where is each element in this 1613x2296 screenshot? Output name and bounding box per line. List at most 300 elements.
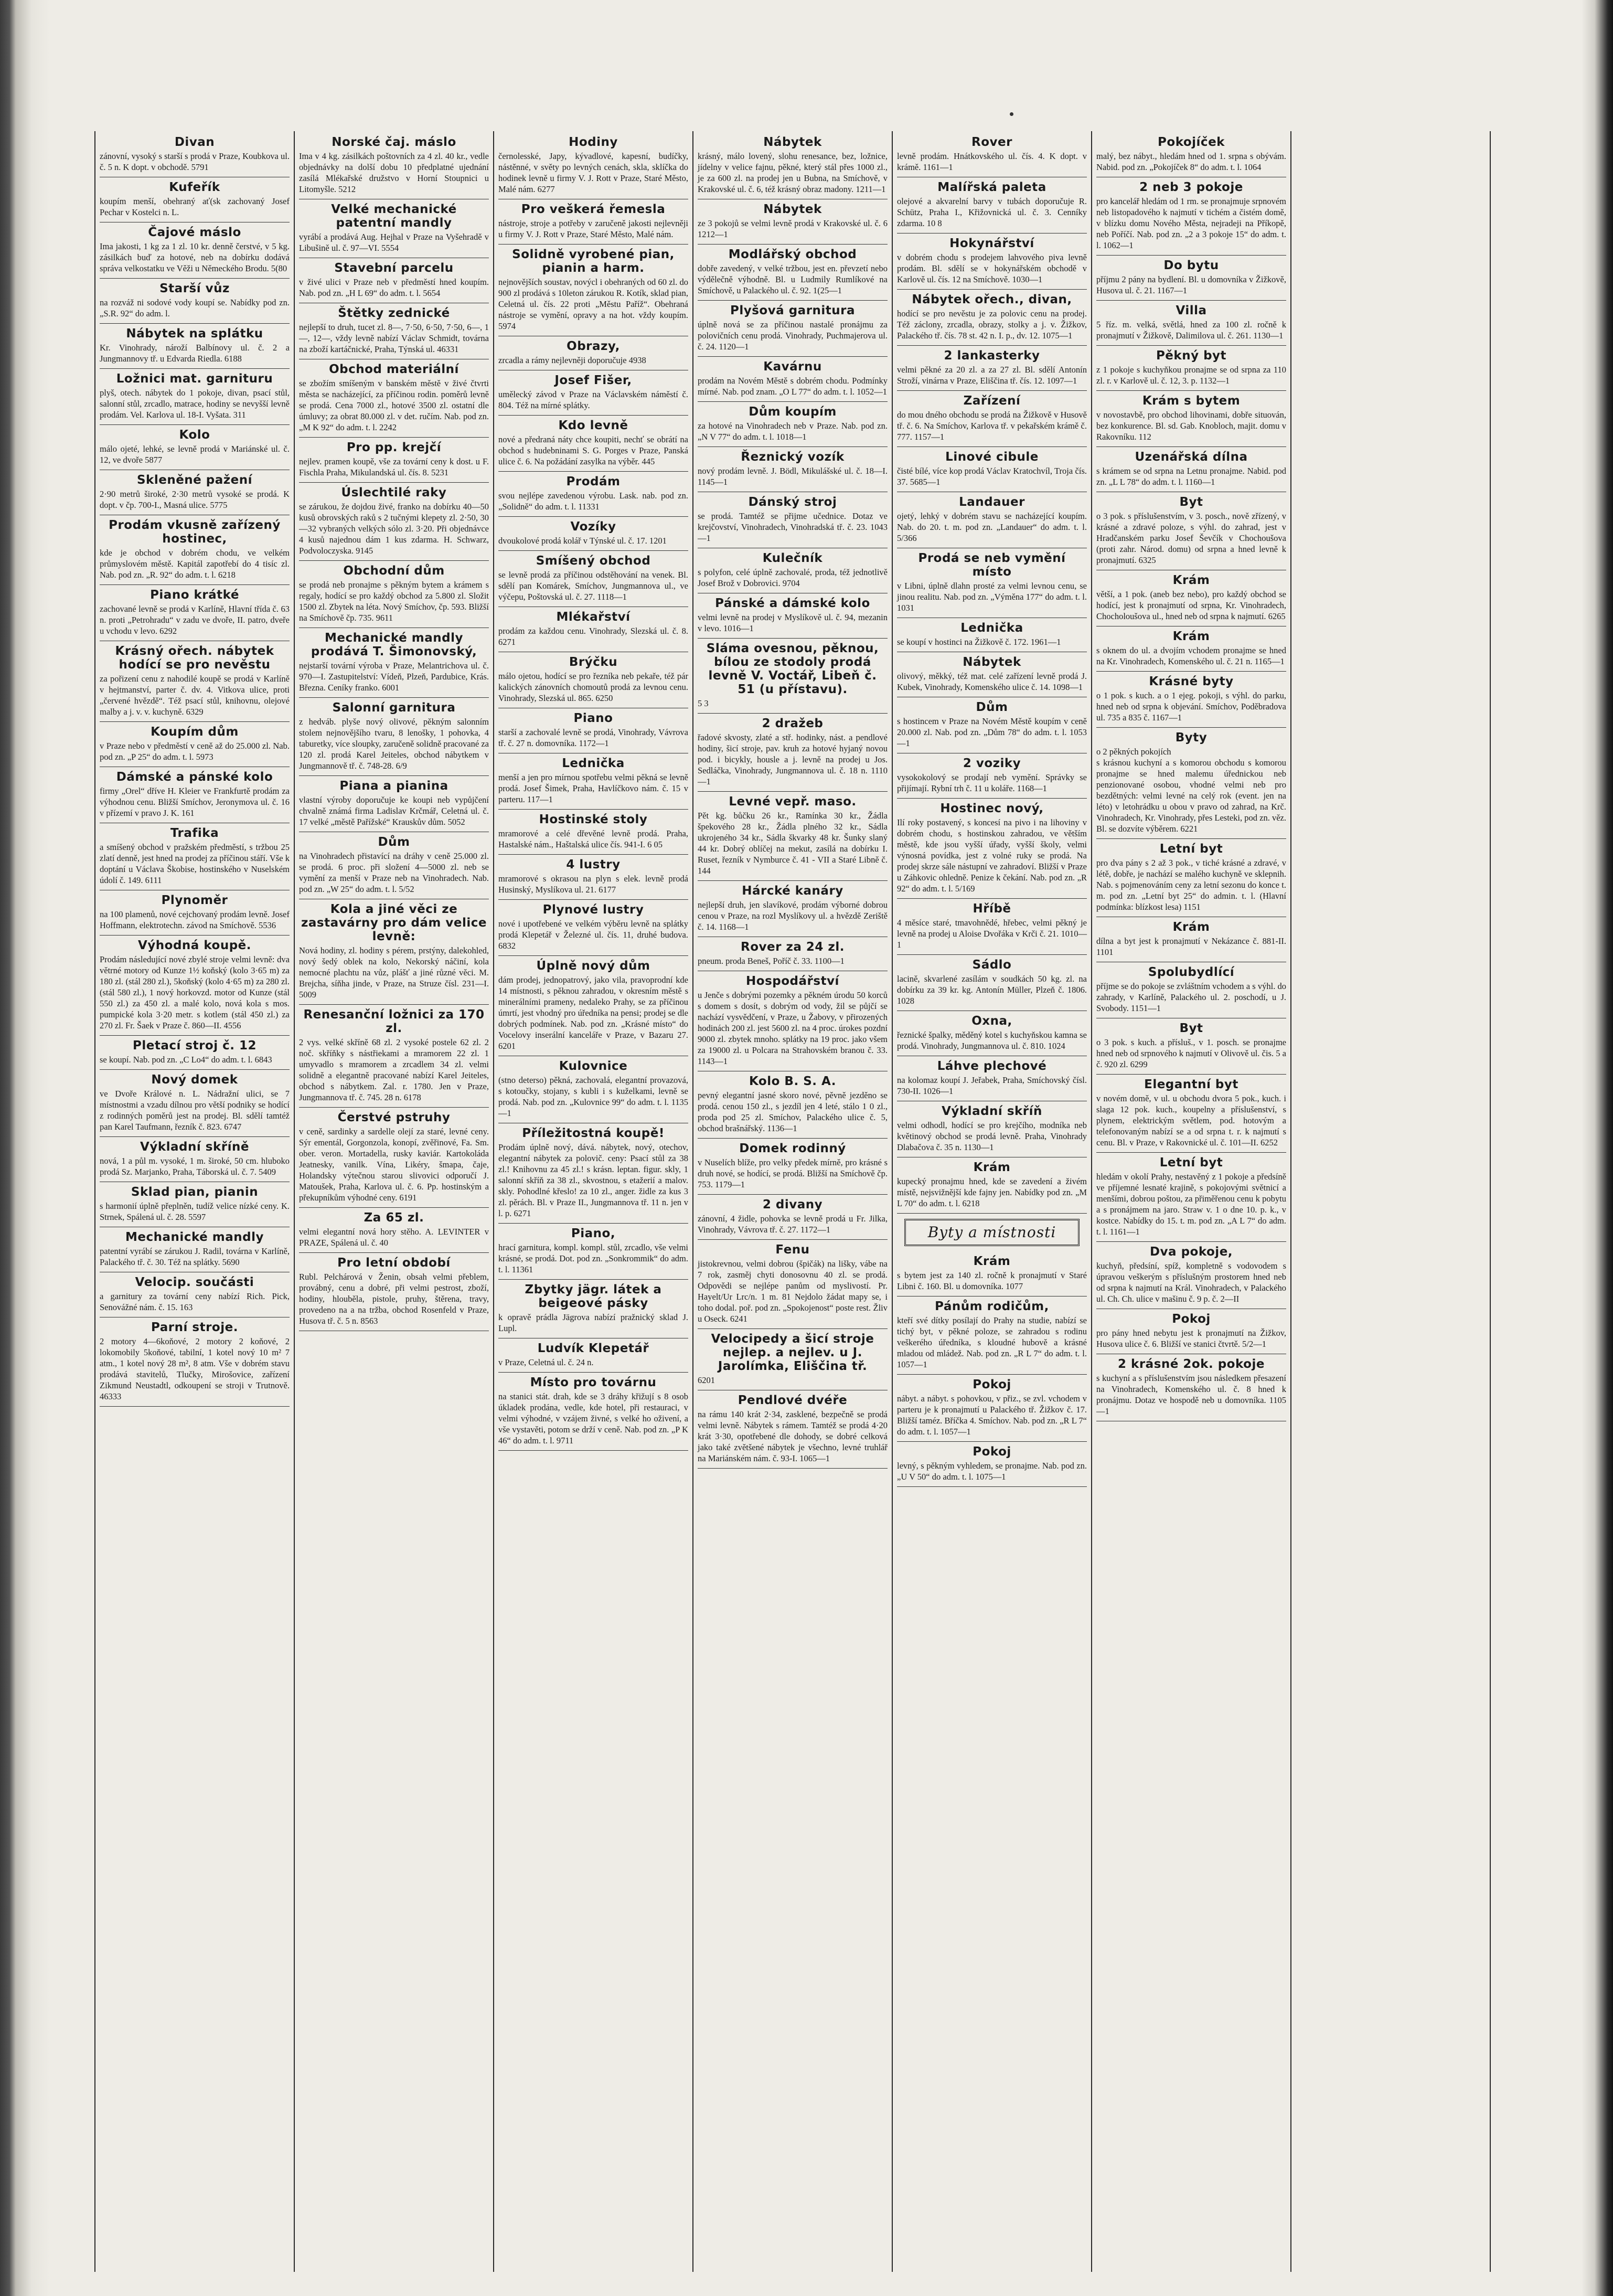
ad-heading: Piano krátké bbox=[150, 588, 239, 602]
ad-heading: Za 65 zl. bbox=[364, 1211, 424, 1225]
ad-heading: 2 lankasterky bbox=[944, 349, 1040, 363]
ad-text: dílna a byt jest k pronajmutí v Nekázance č. 881-II. 1101 bbox=[1096, 936, 1286, 957]
classified-ad bbox=[498, 336, 688, 370]
ad-heading: Nový domek bbox=[151, 1073, 238, 1087]
ad-text: ojetý, lehký v dobrém stavu se nacházející koupím. Nab. do 20. t. m. pod zn. „Landauer“ do adm. t. l. 5/366 bbox=[897, 511, 1087, 543]
ad-heading: Levné vepř. maso. bbox=[729, 795, 857, 809]
ad-text: svou nejlépe zavedenou výrobu. Lask. nab. pod zn. „Solidně“ do adm. t. l. 11331 bbox=[498, 491, 688, 512]
ad-text: levně prodám. Hnátkovského ul. čís. 4. K dopt. v krámě. 1161—1 bbox=[897, 151, 1087, 172]
ad-heading: Kolo bbox=[179, 428, 210, 442]
ad-heading: Krám bbox=[1172, 573, 1210, 587]
ad-text: s kuchyní a s příslušenstvím jsou následkem přesazení na Vinohradech, Komenského ul. č. 8 hned k pronájmu. Dotaz ve hospodě neb u domovníka. 1105—1 bbox=[1096, 1373, 1286, 1416]
classified-ad bbox=[1096, 301, 1286, 346]
column-4 bbox=[693, 131, 893, 2272]
classified-ad bbox=[897, 1442, 1087, 1487]
ad-text: olejové a akvarelní barvy v tubách doporučuje R. Schütz, Praha I., Křižovnická ul. č. 3. Cenníky zdarma. 10 8 bbox=[897, 196, 1087, 228]
ad-text: zrcadla a rámy nejlevněji doporučuje 4938 bbox=[498, 355, 646, 365]
classified-ad bbox=[299, 258, 489, 303]
ad-heading: Dánský stroj bbox=[748, 495, 837, 509]
classified-ad bbox=[897, 177, 1087, 233]
ad-text: nové i upotřebené ve velkém výběru levně na splátky prodá Klepetář v Železné ul. čís. 11, druhé budova. 6832 bbox=[498, 919, 688, 951]
classified-ad bbox=[498, 1123, 688, 1224]
ad-heading: Pro veškerá řemesla bbox=[521, 203, 666, 216]
ad-heading: 2 voziky bbox=[963, 757, 1021, 770]
classified-ad bbox=[1096, 132, 1286, 177]
ad-text: s polyfon, celé úplně zachovalé, proda, též jednotlivě Josef Brož v Dobrovici. 9704 bbox=[698, 567, 888, 588]
ad-heading: Úplně nový dům bbox=[536, 959, 650, 973]
ad-text: vyrábí a prodává Aug. Hejhal v Praze na Vyšehradě v Libušině ul. č. 97—VI. 5554 bbox=[299, 232, 489, 253]
ad-text: v Praze nebo v předměstí v ceně až do 25.000 zl. Nab. pod zn. „P 25“ do adm. t. l. 5973 bbox=[100, 741, 290, 762]
ad-text: jistokrevnou, velmi dobrou (špičák) na lišky, vábe na 7 rok, zasměj chyti donosovnu 40 zl. se prodá. Odpovědi se nejlépe panům od myslivostí. Pr. Hayelt/Ur Lrc/n. 1 m. 81 Nejdolo žádat mapy se, i toho dodal. poř. pod zn. „Spokojenost“ poste rest. Žliv u Oseck. 6241 bbox=[698, 1259, 888, 1324]
classified-ad bbox=[100, 132, 290, 177]
ad-text: o 3 pok. s příslušenstvím, v 3. posch., nově zřízený, v krásné a zdravé poloze, s výhl. do zahrad, jest v Hradčanském parku Josef Ševčík v Chochoušova (proti zahr. Národ. domu) od srpna a hned levně k pronajmutí. 6325 bbox=[1096, 511, 1286, 565]
classified-ad bbox=[897, 1296, 1087, 1375]
classified-ad bbox=[1096, 1018, 1286, 1075]
ad-heading: Prodá se neb vymění místo bbox=[918, 551, 1066, 579]
ad-heading: Obrazy, bbox=[567, 339, 620, 353]
classified-ad bbox=[498, 416, 688, 472]
classified-ad bbox=[698, 492, 888, 548]
classified-ad bbox=[498, 607, 688, 652]
ad-text: v novostavbě, pro obchod lihovinami, dobře situován, bez konkurence. Bl. sd. Gab. Knobloch, majit. domu v Rakovníku. 112 bbox=[1096, 410, 1286, 442]
ad-heading: Hostinské stoly bbox=[539, 813, 648, 826]
ad-heading: Prodám vkusně zařízený hostinec, bbox=[109, 518, 281, 546]
ad-text: krásný, málo lovený, slohu renesance, bez, ložnice, jídelny v velice fajnu, pěkné, který stál přes 1000 zl., je za 600 zl. na prodej jen u Bubna, na Smíchově, v Krakovské ul. č. 6, též krásný obraz madony. 1211—1 bbox=[698, 151, 888, 194]
classified-ad bbox=[897, 1011, 1087, 1056]
column-6 bbox=[1092, 131, 1291, 2272]
ad-heading: Koupím dům bbox=[151, 725, 239, 739]
classified-ad bbox=[897, 753, 1087, 799]
ad-heading: Solidně vyrobené pian, pianin a harm. bbox=[512, 248, 675, 275]
classified-ad bbox=[1096, 1075, 1286, 1153]
classified-ad bbox=[897, 1157, 1087, 1214]
classified-ad bbox=[100, 1137, 290, 1182]
classified-ad bbox=[299, 132, 489, 199]
ad-text: z 1 pokoje s kuchyňkou pronajme se od srpna za 110 zl. r. v Karlově ul. č. 12, 3. p. 1132—1 bbox=[1096, 365, 1286, 386]
classified-ad bbox=[698, 714, 888, 792]
ad-text: dám prodej, jednopatrový, jako vila, pravoprodní kde 14 místnosti, s pěknou zahradou, v okresním městě s minerálními prameny, nedaleko Prahy, se za příčinou úmrtí, jest vhodný pro úředníka na pensi; prodej se dle dobrých podmínek. Nab. pod zn. „Krásné místo“ do Vocelovy inserální kanceláře v Praze, v Bazaru 27. 6201 bbox=[498, 975, 688, 1051]
ad-text: velmi pěkné za 20 zl. a za 27 zl. Bl. sdělí Antonín Stroží, vinárna v Praze, Eliščina tř. čís. 12. 1097—1 bbox=[897, 365, 1087, 386]
ad-heading: Malířská paleta bbox=[937, 180, 1046, 194]
classified-ad bbox=[100, 1070, 290, 1137]
ad-text: starší a zachovalé levně se prodá, Vinohrady, Vávrova tř. č. 27 n. domovníka. 1172—1 bbox=[498, 727, 688, 748]
ad-text: řadové skvosty, zlaté a stř. hodinky, nást. a pendlové hodiny, šicí stroje, pav. kruh za hotové hyjaný novou pod. i bicykly, housle a j. levně na prodej u Jos. Sedláčka, Vinohrady, Jungmannova ul. č. 18 n. 1110—1 bbox=[698, 732, 888, 786]
column-2 bbox=[295, 131, 494, 2272]
classified-ad bbox=[498, 1280, 688, 1338]
ad-heading: Divan bbox=[174, 135, 215, 149]
ad-heading: Vozíky bbox=[570, 520, 616, 534]
classified-ad bbox=[698, 1329, 888, 1390]
classified-ad bbox=[498, 132, 688, 199]
ad-text: v Praze, Celetná ul. č. 24 n. bbox=[498, 1357, 594, 1367]
ad-heading: Krám bbox=[973, 1161, 1011, 1174]
ad-heading: Norské čaj. máslo bbox=[332, 135, 456, 149]
ad-heading: Smíšený obchod bbox=[536, 554, 651, 568]
classified-ad bbox=[100, 425, 290, 470]
ad-text: na Vinohradech přistavící na dráhy v ceně 25.000 zl. se prodá. 6 proc. při složení 4—5000 zl. neb se vymění za menší v Praze neb na Vinohradech. Nab. pod zn. „W 25“ do adm. t. l. 5/52 bbox=[299, 851, 489, 894]
classified-ad bbox=[698, 447, 888, 492]
ad-heading: Krám bbox=[1172, 920, 1210, 934]
ad-text: pevný elegantní jasné skoro nové, pěvně jezděno se prodá. cenou 150 zl., s jezdíl jen 4 leté, stálo 1 0 zl., proda pod 25 zl. Smíchov, Palackého ulice č. 5, obchod brašnářský. 1136—1 bbox=[698, 1090, 888, 1133]
ad-text: menší a jen pro mírnou spotřebu velmi pěkná se levně prodá. Josef Šimek, Praha, Havlíčkovo nám. č. 15 v parteru. 117—1 bbox=[498, 772, 688, 804]
ad-heading: Krám s bytem bbox=[1142, 394, 1241, 408]
ad-text: pneum. proda Beneš, Poříč č. 33. 1100—1 bbox=[698, 956, 845, 966]
right-scan-edge bbox=[1582, 0, 1613, 2296]
ad-heading: Pokojíček bbox=[1158, 135, 1225, 149]
ad-heading: Piana a pianina bbox=[339, 779, 448, 793]
ad-heading: Byt bbox=[1179, 495, 1203, 509]
classified-ad bbox=[698, 245, 888, 301]
ad-text: na rozváž ni sodové vody koupí se. Nabídky pod zn. „S.R. 92“ do adm. l. bbox=[100, 297, 290, 318]
ad-heading: 2 krásné 2ok. pokoje bbox=[1118, 1357, 1265, 1371]
ad-text: nejlev. pramen koupě, vše za tovární ceny k dost. u F. Fischla Praha, Mikulandská ul. čís. 8. 5231 bbox=[299, 456, 489, 477]
ad-heading: Piano, bbox=[571, 1227, 616, 1240]
classified-ad bbox=[100, 1182, 290, 1227]
classified-ad bbox=[100, 1317, 290, 1407]
ad-heading: Velké mechanické patentní mandly bbox=[331, 203, 457, 230]
ad-text: o 1 pok. s kuch. a o 1 ejeg. pokoji, s výhl. do parku, hned neb od srpna k objevání. Smíchov, Poděbradova ul. 735 a 835 č. 1167—1 bbox=[1096, 690, 1286, 722]
ad-heading: Čajové máslo bbox=[148, 226, 241, 239]
ad-heading: Ludvík Klepetář bbox=[537, 1342, 649, 1355]
ad-text: umělecký závod v Praze na Václavském náměstí č. 804. Též na mírné splátky. bbox=[498, 389, 688, 410]
classified-ad bbox=[1096, 346, 1286, 391]
ad-text: z hedváb. plyše nový olivové, pěkným salonním stolem nejnovějšího tvaru, 8 lenošky, 1 pohovka, 4 taburetky, více sloupky, zaručeně solidně pracované za 120 zl. prodá Karel Jeiteles, obchod nábytkem v Jungmannově tř. č. 748-28. 6/9 bbox=[299, 717, 489, 771]
ad-heading: Výkladní skříň bbox=[942, 1104, 1042, 1118]
ad-heading: Kdo levně bbox=[558, 419, 628, 432]
ad-text: Prodám úplně nový, dává. nábytek, nový, otechov, elegantní nábytek za polovič. ceny: Psací stůl za 38 zl.! Knihovnu za 45 zl.! s krásn. leptan. figur. skly, 1 salonní skříň za 38 zl., skvostnou, s etažerií a malov. skly. Pohodlné křeslo! za 10 zl., anger. židle za kus 3 zl. pěrách. Bl. v Praze II., Jungmannova tř. 11 n. jen v l. p. 6271 bbox=[498, 1142, 688, 1218]
classified-ad bbox=[100, 222, 290, 279]
ad-text: s krásnou kuchyní a s komorou obchodu s komorou pronajme se hned malemu úřednickou neb penzionované osobou, vhodné velmi neb pro bezdětných: velmi levné na celý rok (event. jen na léto) v letohrádku u obou v pravo od zahrad, na Krč. Vinohradech, Kr. Vinohrady, přes Lesteki, pod zn. věz. Bl. se dozvíte výběrem. 6221 bbox=[1096, 758, 1286, 834]
ad-heading: Pro letní období bbox=[337, 1256, 451, 1270]
ad-heading: Byt bbox=[1179, 1022, 1203, 1035]
ad-heading: Pendlové dvéře bbox=[738, 1394, 848, 1407]
ad-heading: Sláma ovesnou, pěknou, bílou ze stodoly prodá levně V. Voctář, Libeň č. 51 (u přístavu). bbox=[706, 642, 879, 696]
classified-ad bbox=[498, 245, 688, 336]
ad-text: o 3 pok. s kuch. a přísluš., v 1. posch. se pronajme hned neb od srpnového k najmutí v Olivově ul. čis. 5 a č. 920 zl. 6299 bbox=[1096, 1037, 1286, 1069]
ad-text: na kolomaz koupí J. Jeřabek, Praha, Smíchovský čísl. 730-II. 1026—1 bbox=[897, 1075, 1087, 1096]
ad-text: 2·90 metrů široké, 2·30 metrů vysoké se prodá. K dopt. v čp. 700-I., Masná ulice. 5775 bbox=[100, 489, 290, 510]
ad-heading: Mechanické mandly bbox=[125, 1230, 264, 1244]
ad-text: s oknem do ul. a dvojím vchodem pronajme se hned na Kr. Vinohradech, Komenského ul. č. 21 n. 1165—1 bbox=[1096, 645, 1286, 666]
ad-text: kuchyň, předsíní, spíž, kompletně s vodovodem s úpravou veškerým s příslušným prostorem hned neb od srpna k najmutí na Král. Vinohradech, v Palackého ul. Ch. Ch. ulice v mašinu č. 9 p. č. 2—II bbox=[1096, 1261, 1286, 1304]
ad-heading: Domek rodinný bbox=[739, 1142, 846, 1155]
ad-text: koupím menší, obehraný ať(sk zachovaný Josef Pechar v Kostelci n. L. bbox=[100, 196, 290, 217]
classified-ad bbox=[100, 515, 290, 585]
ad-text: na rámu 140 krát 2·34, zasklené, bezpečně se prodá velmi levně. Nábytek s rámem. Tamtéž se prodá 4·20 krát 3·30, opotřebené dle dohody, se dobré celková jako také zvětšené nábytek je všechno, levné truhlář na Mariánském nám. č. 93-I. 1065—1 bbox=[698, 1409, 888, 1463]
classified-ad bbox=[100, 324, 290, 369]
classified-ad bbox=[498, 1224, 688, 1280]
classified-ad bbox=[299, 1208, 489, 1253]
classified-ad bbox=[698, 1195, 888, 1240]
ad-text: k opravě prádla Jägrova nabízí pražnický sklad J. Lupl. bbox=[498, 1312, 688, 1333]
ad-text: prodám za každou cenu. Vinohrady, Slezská ul. č. 8. 6271 bbox=[498, 626, 688, 647]
ad-heading: Lednička bbox=[960, 621, 1023, 635]
ad-heading: Pokoj bbox=[973, 1378, 1011, 1391]
classified-ad bbox=[100, 767, 290, 823]
classified-ad bbox=[1096, 447, 1286, 492]
classified-ad bbox=[897, 132, 1087, 177]
ad-heading: Pokoj bbox=[973, 1445, 1011, 1459]
classified-ad bbox=[1096, 570, 1286, 626]
ad-text: se prodá neb pronajme s pěkným bytem a krámem s regaly, hodící se pro každý obchod za 5.800 zl. Složit 1500 zl. Zbytek na léta. Nový Smíchov, čp. 593. Bližší na Smíchově čp. 735. 9611 bbox=[299, 580, 489, 623]
ad-text: s krámem se od srpna na Letnu pronajme. Nabid. pod zn. „L L 78“ do adm. t. l. 1160—1 bbox=[1096, 466, 1286, 487]
ad-text: málo ojeté, lehké, se levně prodá v Mariánské ul. č. 12, ve dvoře 5877 bbox=[100, 444, 290, 465]
ad-text: a garnitury za tovární ceny nabízí Rich. Pick, Senovážné nám. č. 15. 163 bbox=[100, 1291, 290, 1312]
classified-ad bbox=[100, 279, 290, 324]
classified-ad bbox=[498, 1056, 688, 1123]
ad-text: a smíšený obchod v pražském předměstí, s tržbou 25 zlatí denně, jest hned na prodej za příčinou stáří. Vše k doptání u Václava Škobise, hostinského v Nuselském údolí č. 149. 6111 bbox=[100, 842, 290, 885]
ad-text: příjmu 2 pány na bydlení. Bl. u domovníka v Žižkově, Husova ul. č. 21. 1167—1 bbox=[1096, 274, 1286, 295]
column-7 bbox=[1291, 131, 1491, 2272]
ad-text: nejstarší tovární výroba v Praze, Melantrichova ul. č. 970—I. Zastupitelství: Vídeň, Plzeň, Pardubice, Krás. Března. Ceníky franko. 6001 bbox=[299, 661, 489, 693]
classified-ad bbox=[698, 593, 888, 639]
ad-text: do mou dného obchodu se prodá na Žižkově v Husově tř. č. 6. Na Smíchov, Karlova tř. v pekařském krámě č. 777. 1157—1 bbox=[897, 410, 1087, 442]
ad-heading: Úslechtilé raky bbox=[341, 486, 447, 499]
classified-ad bbox=[299, 832, 489, 899]
classified-ad bbox=[299, 303, 489, 359]
classified-ad bbox=[897, 548, 1087, 618]
ad-text: pro dva pány s 2 až 3 pok., v tiché krásné a zdravé, v létě, dobře, je nachází se malého kuchyně ve sklepnih. Nab. s pojmenováním ceny za letní sezonu do konce t. m. pod zn. „Letní byt 25“ do admin. t. l. (Hlavní podmínka: blízkost lesa) 1151 bbox=[1096, 858, 1286, 912]
classified-ad bbox=[698, 548, 888, 593]
classified-ad bbox=[498, 900, 688, 956]
classified-ad bbox=[100, 936, 290, 1036]
classified-ad bbox=[1096, 626, 1286, 672]
ad-heading: Nábytek ořech., divan, bbox=[912, 293, 1072, 306]
ad-text: pro kancelář hledám od 1 rm. se pronajmuje srpnovém neb listopadového k najmutí v tichém a čistém domě, v blízku domu Nového Města, nejradeji na Příkopě, neb Poříčí. Nab. pod zn. „2 a 3 pokoje 15“ do adm. t. l. 1062—1 bbox=[1096, 196, 1286, 250]
ad-text: Ima v 4 kg. zásilkách poštovních za 4 zl. 40 kr., vedle objednávky na dolší dobu 10 předplatné ujednání zasílá Mlékařské družstvo v Horní Stoupnici u Litomyšle. 5212 bbox=[299, 151, 489, 194]
ad-heading: Pro pp. krejčí bbox=[346, 441, 442, 454]
ad-heading: Krám bbox=[1172, 630, 1210, 643]
ad-heading: Kulovnice bbox=[559, 1059, 628, 1073]
ink-dot bbox=[1010, 112, 1013, 116]
ad-text: se levně prodá za příčinou odstěhování na venek. Bl. sdělí pan Komárek, Smíchov, Jungmannova ul., ve výčepu, Poštovská ul. č. 27. 1118—1 bbox=[498, 570, 688, 602]
ad-text: úplně nová se za příčinou nastalé pronájmu za polovičních cenu prodá. Vinohrady, Puchmajerova ul. č. 24. 1120—1 bbox=[698, 320, 888, 352]
classified-ad bbox=[897, 492, 1087, 548]
classified-ad bbox=[299, 1108, 489, 1208]
classified-ad bbox=[698, 937, 888, 971]
ad-text: 2 vys. velké skříně 68 zl. 2 vysoké postele 62 zl. 2 noč. skříňky s nástřiekami a mramorem 22 zl. 1 umyvadlo s mramorem a zrcadlem 34 zl. velmi solidně a elegantně pracované nabízí Karel Jeiteles, obchod s nábytkem. Zal. r. 1780. Jen v Praze, Jungmannova tř. č. 745. 28 n. 6178 bbox=[299, 1037, 489, 1102]
ad-text: hodící se pro nevěstu je za polovic cenu na prodej. Též záclony, zrcadla, obrazy, stolky a j. v. Žižkov, Palackého tř. čís. 78 st. 42 n. I. p., dv. 12. 1075—1 bbox=[897, 309, 1087, 341]
classified-ad bbox=[897, 1375, 1087, 1442]
ad-text: kupecký pronajmu hned, kde se zavedení a živém místě, nejsvižnější kde fajny jen. Nabídky pod zn. „M L 70“ do adm. t. l. 6218 bbox=[897, 1176, 1087, 1208]
ad-heading: Pletací stroj č. 12 bbox=[133, 1039, 257, 1053]
ad-text: nový prodám levně. J. Bödl, Mikulášské ul. č. 18—I. 1145—1 bbox=[698, 466, 888, 487]
ad-text: pro pány hned nebytu jest k pronajmutí na Žižkov, Husova ulice č. 6. Bližší ve stanici čtvrtě. 5/2—1 bbox=[1096, 1328, 1286, 1349]
ad-heading: Obchodní dům bbox=[343, 564, 445, 578]
classified-ad bbox=[698, 881, 888, 937]
ad-text: Rubl. Pelchárová v Ženin, obsah velmi přeblem, provábný, cenu a dobré, při velmi pestrost, zboží, hodiny, hlouběla, pistole, pruhy, štěrena, travy, provedeno na a na tržba, obchod Rosenfeld v Praze, Husova tř. č. 5 n. 8563 bbox=[299, 1272, 489, 1326]
ad-text: nástroje, stroje a potřeby v zaručeně jakosti nejlevněji u firmy V. J. Rott v Praze, Staré Město, Malé nám. bbox=[498, 218, 688, 239]
classified-columns bbox=[94, 131, 1491, 2272]
ad-text: hrací garnitura, kompl. kompl. stůl, zrcadlo, vše velmi krásné, se prodá. Dot. pod zn. „Sonkrommik“ do adm. t. l. 11361 bbox=[498, 1242, 688, 1274]
left-scan-edge bbox=[0, 0, 50, 2296]
ad-text: málo ojetou, hodící se pro řezníka neb pekaře, též pár kalických zánovních chomoutů prodá za levnou cenu. Vinohrady, Slezská ul. 865. 6250 bbox=[498, 671, 688, 703]
classified-ad bbox=[299, 561, 489, 628]
ad-heading: Kulečník bbox=[762, 551, 823, 565]
ad-heading: Mlékařství bbox=[556, 610, 631, 624]
ad-heading: Fenu bbox=[775, 1243, 810, 1257]
ad-text: patentní vyrábí se zárukou J. Radil, továrna v Karlíně, Palackého tř. č. 30. Též na splátky. 5690 bbox=[100, 1246, 290, 1267]
classified-ad bbox=[299, 1005, 489, 1108]
ad-heading: Uzenářská dílna bbox=[1135, 450, 1248, 464]
classified-ad bbox=[698, 1139, 888, 1195]
ad-text: nábyt. a nábyt. s pohovkou, v přiz., se zvl. vchodem v parteru je k pronajmutí u Palackého tř. Žižkov č. 17. Bližší taméz. Bříčka 4. Smíchov. Nab. pod zn. „R L 7“ do adm. t. l. 1057—1 bbox=[897, 1394, 1087, 1437]
ad-text: 6201 bbox=[698, 1375, 715, 1385]
ad-text: kteří své dítky posílají do Prahy na studie, nabízí se tichý byt, v pěkné poloze, se zahradou s rodinu veškerého úředníka, s kloudné hubově a krásné mladou od mládež. Nab. pod zn. „R L 7“ do adm. t. l. 1057—1 bbox=[897, 1315, 1087, 1369]
ad-heading: Landauer bbox=[959, 495, 1025, 509]
ad-text: velmi levně na prodej v Myslíkově ul. č. 94, mezanin v levo. 1016—1 bbox=[698, 612, 888, 633]
ad-heading: 4 lustry bbox=[566, 858, 621, 871]
classified-ad bbox=[1096, 1309, 1286, 1354]
ad-text: Ilí roky postavený, s koncesí na pivo i na lihoviny v dobrém chodu, s hostinskou zahradou, ve větším městě, kde jsou vyšší úřady, vyšší školy, velmi výnosná povídka, jest z volné ruky se prodá. Na prodej skrze sále nástupní ve zahradoví. Bližší v Praze u Záhkovic ohledně. Penize k čekání. Nab. pod zn. „R 92“ do adm. t. l. 5/169 bbox=[897, 817, 1087, 894]
ad-heading: Kufeřík bbox=[169, 180, 220, 194]
classified-ad bbox=[1096, 839, 1286, 917]
ad-heading: Krám bbox=[973, 1255, 1011, 1268]
classified-ad bbox=[897, 1101, 1087, 1157]
classified-ad bbox=[299, 359, 489, 438]
column-1 bbox=[95, 131, 295, 2272]
ad-heading: Parní stroje. bbox=[151, 1321, 238, 1334]
ad-heading: Pěkný byt bbox=[1156, 349, 1227, 363]
ad-heading: Krásný ořech. nábytek hodící se pro nevěstu bbox=[115, 644, 274, 672]
ad-heading: Hříbě bbox=[973, 902, 1011, 916]
classified-ad bbox=[698, 402, 888, 447]
ad-heading: Prodám bbox=[566, 475, 621, 488]
ad-text: 5 3 bbox=[698, 698, 709, 708]
classified-ad bbox=[698, 971, 888, 1071]
classified-ad bbox=[498, 370, 688, 416]
ad-heading: Spolubydlící bbox=[1148, 965, 1235, 979]
classified-ad bbox=[100, 1036, 290, 1070]
ad-heading: Nábytek bbox=[763, 203, 822, 216]
ad-text: zánovní, vysoký s starší s prodá v Praze, Koubkova ul. č. 5 n. K dopt. v obchodě. 5791 bbox=[100, 151, 290, 172]
ad-text: levný, s pěkným vyhledem, se pronajme. Nab. pod zn. „U V 50“ do adm. t. l. 1075—1 bbox=[897, 1461, 1087, 1482]
ad-heading: Pánské a dámské kolo bbox=[715, 597, 870, 610]
classified-ad bbox=[698, 1390, 888, 1469]
classified-ad bbox=[897, 799, 1087, 899]
ad-heading: Hokynářství bbox=[949, 237, 1034, 250]
ad-heading: Krásné byty bbox=[1149, 675, 1234, 688]
ad-text: řeznické špalky, měděný kotel s kuchyňskou kamna se prodá. Vinohrady, Jungmannova ul. č. 810. 1024 bbox=[897, 1030, 1087, 1051]
ad-heading: Nábytek na splátku bbox=[126, 327, 263, 341]
ad-text: hledám v okolí Prahy, nestavěný z 1 pokoje a předsíně ve příjemné lesnaté krajině, s pokojovými světnicí a menšími, dobrou poštou, za přiměřenou cenu k pobytu a s pronájmem na jaro. Straw v. 1 o dne 10. p. k., v kostce. Nabídky do 15. t. m. pod zn. „A L 7“ do adm. t. l. 1161—1 bbox=[1096, 1172, 1286, 1237]
ad-heading: Lednička bbox=[562, 757, 625, 770]
classified-ad bbox=[299, 483, 489, 561]
ad-heading: Pánům rodičům, bbox=[935, 1300, 1049, 1313]
ad-heading: Hospodářství bbox=[746, 974, 839, 988]
ad-heading: Stavební parcelu bbox=[334, 261, 454, 275]
classified-ad bbox=[100, 641, 290, 722]
classified-ad bbox=[100, 470, 290, 515]
ad-heading: Starší vůz bbox=[159, 282, 230, 295]
classified-ad bbox=[897, 618, 1087, 652]
classified-ad bbox=[498, 753, 688, 810]
classified-ad bbox=[698, 1071, 888, 1139]
section-heading-box: Byty a místnosti bbox=[904, 1219, 1080, 1246]
ad-heading: Villa bbox=[1176, 304, 1207, 317]
ad-text: příjme se do pokoje se zvláštním vchodem a s výhl. do zahrady, v Karlíně, Palackého ul. 2. poschodí, u J. Svobody. 1151—1 bbox=[1096, 981, 1286, 1013]
ad-text: nové a předraná náty chce koupiti, nechť se obrátí na obchod s hudebninami S. G. Porges v Praze, Panská ulice č. 6. Na požádání zasylka na výběr. 445 bbox=[498, 434, 688, 466]
ad-text: se koupí v hostinci na Žižkově č. 172. 1961—1 bbox=[897, 637, 1061, 647]
classified-ad bbox=[498, 199, 688, 245]
classified-ad bbox=[498, 472, 688, 517]
ad-heading: Dům koupím bbox=[749, 405, 837, 419]
ad-text: ve Dvoře Králové n. L. Nádražní ulici, se 7 místnostmi a vzadu dílnou pro větší podniky se hodící z rodinných poměrů jest na prodej. Bl. sdělí tamtéž pan Karel Taufmann, řezník č. 823. 6747 bbox=[100, 1089, 290, 1132]
ad-text: dvoukolové prodá kolář v Týnské ul. č. 17. 1201 bbox=[498, 536, 667, 546]
classified-ad bbox=[897, 652, 1087, 697]
classified-ad bbox=[100, 369, 290, 425]
classified-ad bbox=[897, 1251, 1087, 1296]
ad-text: 4 měsíce staré, tmavohnědé, hřebec, velmi pěkný je levně na prodej u Aloise Dvořáka v Krči č. 21. 1010—1 bbox=[897, 918, 1087, 950]
ad-heading: Elegantní byt bbox=[1144, 1078, 1238, 1091]
ad-text: vysokokolový se prodají neb vymění. Správky se přijímají. Rybní trh č. 11 u koláře. 1168—1 bbox=[897, 772, 1087, 793]
classified-ad bbox=[698, 1240, 888, 1329]
classified-ad bbox=[100, 823, 290, 890]
ad-heading: Renesanční ložnici za 170 zl. bbox=[303, 1008, 485, 1035]
ad-heading: Dům bbox=[378, 835, 410, 849]
ad-heading: Rover za 24 zl. bbox=[741, 940, 845, 954]
classified-ad bbox=[698, 132, 888, 199]
classified-ad bbox=[897, 391, 1087, 447]
classified-ad bbox=[1096, 917, 1286, 962]
classified-ad bbox=[498, 652, 688, 708]
ad-heading: Kolo B. S. A. bbox=[749, 1075, 836, 1088]
ad-heading: Brýčku bbox=[569, 655, 618, 669]
ad-text: na stanici stát. drah, kde se 3 dráhy křižují s 8 osob úkladek prodána, vedle, kde hotel, při restauraci, v velmi výhodné, v vzájem živné, s velké ho oživení, a vše vystavěti, potom se drží v ceně. Nab. pod zn. „P K 46“ do adm. t. l. 9711 bbox=[498, 1391, 688, 1445]
ad-text: za hotové na Vinohradech neb v Praze. Nab. pod zn. „N V 77“ do adm. t. l. 1018—1 bbox=[698, 421, 888, 442]
ad-text: Kr. Vinohrady, nároží Balbínovy ul. č. 2 a Jungmannovy tř. u Edvarda Riedla. 6188 bbox=[100, 343, 290, 364]
ad-heading: Oxna, bbox=[971, 1014, 1012, 1028]
ad-heading: Kola a jiné věci ze zastavárny pro dám velice levně: bbox=[301, 902, 487, 943]
ad-text: olivový, měkký, též mat. celé zařízení levně prodá J. Kubek, Vinohrady, Komenského ulice č. 14. 1098—1 bbox=[897, 671, 1087, 692]
classified-ad bbox=[100, 890, 290, 936]
classified-ad bbox=[897, 346, 1087, 391]
ad-heading: Výkladní skříně bbox=[140, 1140, 249, 1154]
classified-ad bbox=[1096, 1354, 1286, 1421]
ad-heading: Zbytky jägr. látek a beigeové pásky bbox=[525, 1283, 662, 1310]
classified-ad bbox=[698, 639, 888, 714]
ad-text: zánovní, 4 židle, pohovka se levně prodá u Fr. Jilka, Vinohrady, Vávrova tř. č. 27. 1172—1 bbox=[698, 1214, 888, 1235]
ad-text: zachované levně se prodá v Karlíně, Hlavní třída č. 63 n. proti „Petrohradu“ v zadu ve dvoře, II. patro, dveře u vchodu v levo. 6292 bbox=[100, 604, 290, 636]
ad-text: nejlepší druh, jen slavíkové, prodám výborné dobrou cenou v Praze, na rozl Myslíkovy ul. a hvězdě Zeriště č. 14. 1168—1 bbox=[698, 900, 888, 932]
classified-ad bbox=[100, 1272, 290, 1317]
ad-heading: Rover bbox=[971, 135, 1012, 149]
ad-text: v Nuselích blíže, pro velky předek mírně, pro krásné s druh nové, se hodící, se prodá. Bližší na Smíchově čp. 753. 1179—1 bbox=[698, 1157, 888, 1189]
ad-text: s bytem jest za 140 zl. ročně k pronajmutí v Staré Libni č. 160. Bl. u domovníka. 1077 bbox=[897, 1270, 1087, 1291]
ad-heading: Do bytu bbox=[1163, 259, 1219, 272]
classified-ad bbox=[698, 199, 888, 245]
ad-heading: Hodiny bbox=[569, 135, 618, 149]
ad-text: Ima jakosti, 1 kg za 1 zl. 10 kr. denně čerstvé, v 5 kg. zásilkách buď za hotové, neb na dobírku dodává správa velkostatku ve Věži u Německého Brodu. 5(80 bbox=[100, 241, 290, 273]
ad-heading: Obchod materiální bbox=[329, 363, 459, 376]
classified-ad bbox=[1096, 672, 1286, 728]
classified-ad bbox=[1096, 391, 1286, 447]
ad-heading: Ložnici mat. garnituru bbox=[116, 372, 273, 386]
ad-heading: Nábytek bbox=[963, 655, 1021, 669]
ad-heading: Hárcké kanáry bbox=[742, 884, 843, 898]
classified-ad bbox=[1096, 492, 1286, 570]
classified-ad bbox=[897, 955, 1087, 1011]
ad-heading: Velocipedy a šicí stroje nejlep. a nejlev. u J. Jarolímka, Eliščina tř. bbox=[711, 1332, 874, 1373]
ad-text: se prodá. Tamtéž se přijme učednice. Dotaz ve krejčovství, Vinohradech, Vinohradská tř. č. 23. 1043—1 bbox=[698, 511, 888, 543]
ad-text: v novém domě, v ul. u obchodu dvora 5 pok., kuch. i slaga 12 pok. kuch., koupelny a příslušenství, s plynem, elektrickým světlem, pod. hotovým a telefonovaným nabízí se a od srpna t. r. k najmutí s cenu. Bl. v Praze, v Rakovnické ul. č. 101—II. 6252 bbox=[1096, 1093, 1286, 1147]
ad-heading: 2 divany bbox=[762, 1198, 823, 1211]
ad-heading: Letní byt bbox=[1159, 842, 1223, 856]
ad-text: se koupí. Nab. pod zn. „C Lo4“ do adm. t. l. 6843 bbox=[100, 1055, 272, 1065]
ad-heading: Čerstvé pstruhy bbox=[337, 1111, 451, 1124]
ad-text: o 2 pěkných pokojích bbox=[1096, 747, 1171, 757]
ad-heading: Modlářský obchod bbox=[728, 248, 857, 261]
